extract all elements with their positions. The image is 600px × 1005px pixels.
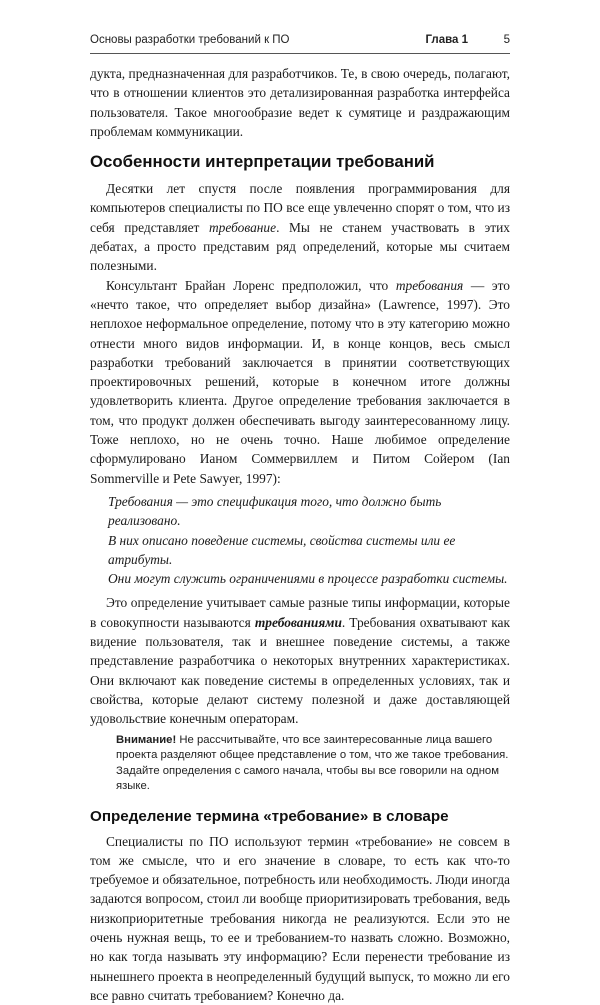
paragraph-text: Десятки лет спустя после появления программирования для компьютеров специалисты по ПО все еще увлеченно спорят о том, что из себя представляет: [90, 181, 510, 235]
page-number: 5: [504, 34, 510, 46]
page-body: [90, 64, 510, 1005]
emphasized-term: требования: [396, 278, 463, 293]
quote-line: Они могут служить ограничениями в процессе разработки системы.: [108, 569, 510, 588]
section-heading-dictionary: Определение термина «требование» в словаре: [90, 807, 510, 827]
paragraph-text: Консультант Брайан Лоренс предположил, что: [106, 278, 396, 293]
quote-line: Требования — это спецификация того, что должно быть реализовано.: [108, 492, 510, 531]
paragraph-text: . Требования охватывают как видение пользователя, так и внешнее поведение системы, а также представление разработчика о некоторых внутренних характеристиках. Они включают как поведение системы в определенных условиях, так и свойства, которые делают систему полезной и даже доставляющей удовольствие конечным операторам.: [90, 615, 510, 726]
paragraph-text: — это «нечто такое, что определяет выбор дизайна» (Lawrence, 1997). Это неплохое неформальное определение, потому что в эту категорию можно отнести много видов информации. И, в конце концов, весь смысл разработки требований заключается в принятии соответствующих проектировочных решений, которые в конечном итоге должны удовлетворить клиента. Другое определение требования заключается в том, что продукт должен обеспечивать выгоду заинтересованному лицу. Тоже неплохо, но не очень точно. Наше любимое определение сформулировано Ианом Соммервиллем и Питом Сойером (Ian Sommerville и Pete Sawyer, 1997):: [90, 278, 510, 486]
emphasized-term: требованиями: [255, 615, 342, 630]
paragraph-requirements-types: [90, 593, 510, 728]
warning-text: Не рассчитывайте, что все заинтересованные лица вашего проекта разделяют общее представление о том, что же такое требования. Задайте определения с самого начала, чтобы вы все говорили на одном языке.: [116, 734, 508, 793]
warning-note: [90, 733, 510, 795]
intro-paragraph: дукта, предназначенная для разработчиков. Те, в свою очередь, полагают, что в отношении клиентов это детализированная разработка интерфейса пользователя. Такое многообразие ведет к сумятице и раздражающим проблемам коммуникации.: [90, 64, 510, 141]
warning-label: Внимание!: [116, 734, 176, 746]
paragraph-debate: [90, 179, 510, 275]
paragraph-definitions: [90, 276, 510, 488]
header-rule: [90, 53, 510, 54]
running-head-chapter: Глава 1: [425, 34, 468, 46]
paragraph-dictionary: Специалисты по ПО используют термин «требование» не совсем в том же смысле, что и его значение в словаре, то есть как что-то требуемое и обязательное, потребность или необходимость. Люди иногда задаются вопросом, стоил ли вообще приоритизировать требования, ведь низкоприоритетные требования никогда не реализуются. Если это не очень нужная вещь, то ее и требованием-то назвать сложно. Возможно, но как тогда называть эту информацию? Если перенести требование из нынешнего проекта в неопределенный будущий выпуск, то можно ли его все равно считать требованием? Конечно да.: [90, 832, 510, 1005]
running-head: [90, 30, 510, 52]
paragraph-text: Это определение учитывает самые разные типы информации, которые в совокупности называются: [90, 595, 510, 629]
paragraph-text: . Мы не станем участвовать в этих дебатах, а просто представим ряд определений, которые мы считаем полезными.: [90, 220, 510, 274]
definition-quote: [90, 492, 510, 588]
running-head-title: Основы разработки требований к ПО: [90, 34, 290, 46]
section-heading-interpretation: Особенности интерпретации требований: [90, 151, 510, 173]
quote-line: В них описано поведение системы, свойства системы или ее атрибуты.: [108, 531, 510, 570]
emphasized-term: требование: [209, 220, 276, 235]
